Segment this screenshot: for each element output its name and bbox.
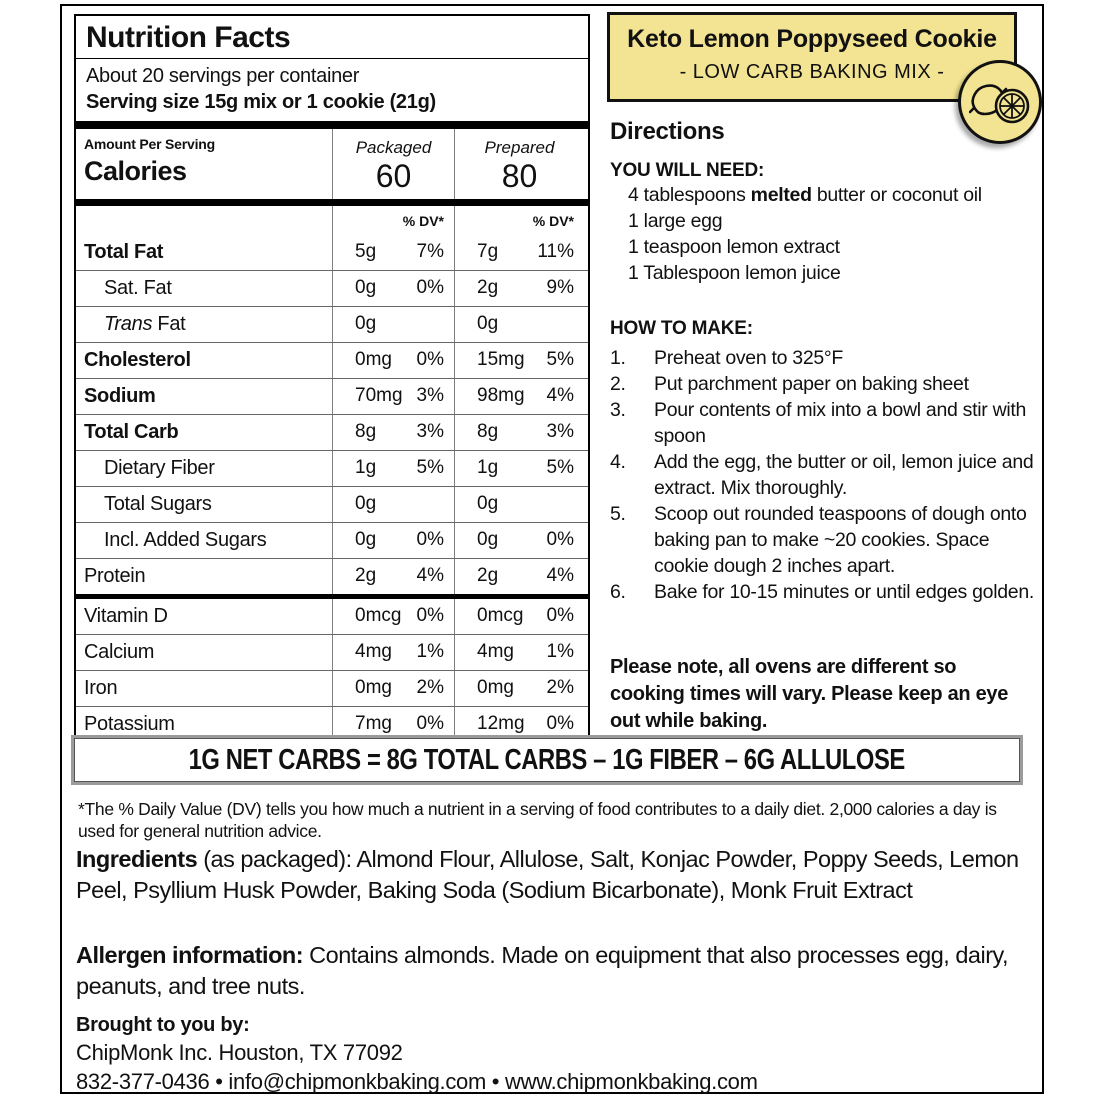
amount-per-serving-label: Amount Per Serving: [84, 136, 215, 152]
nutrition-row: [76, 558, 588, 599]
step-text: Preheat oven to 325°F: [654, 347, 844, 369]
dv-packaged: 2%: [416, 677, 444, 699]
you-will-need-item: 4 tablespoons melted butter or coconut oil: [628, 184, 982, 206]
nutrient-label: Total Sugars: [104, 493, 212, 516]
dv-prepared: 0%: [546, 713, 574, 735]
amount-packaged: 5g: [355, 241, 377, 263]
amount-packaged: 70mg: [355, 385, 403, 407]
dv-prepared: 2%: [546, 677, 574, 699]
calories-value-prepared: 80: [501, 158, 538, 194]
nutrition-row: [76, 634, 588, 670]
nutrition-row: [76, 235, 588, 270]
allergen-label: Allergen information:: [76, 942, 304, 968]
amount-prepared: 98mg: [477, 385, 525, 407]
allergen-text: Allergen information: Contains almonds. Made on equipment that also processes egg, dairy, peanuts, and tree nuts.: [76, 942, 1009, 999]
dv-packaged: 3%: [416, 421, 444, 443]
dv-packaged: 0%: [416, 605, 444, 627]
calories-value-packaged: 60: [375, 158, 412, 194]
nutrient-label: Dietary Fiber: [104, 457, 215, 480]
nutrient-label: Cholesterol: [84, 349, 191, 372]
amount-packaged: 0mcg: [355, 605, 402, 627]
dv-packaged: 7%: [416, 241, 444, 263]
amount-prepared: 0g: [477, 529, 499, 551]
nutrient-label: Iron: [84, 677, 118, 700]
amount-prepared: 2g: [477, 277, 499, 299]
nutrient-label: Protein: [84, 565, 146, 588]
nutrient-label: Total Carb: [84, 421, 179, 444]
dv-packaged: 0%: [416, 713, 444, 735]
nutrient-label: Vitamin D: [84, 605, 168, 628]
step-number: 5.: [610, 503, 626, 525]
how-to-make-section: [610, 318, 1042, 605]
ingredients-text: Ingredients (as packaged): Almond Flour, Allulose, Salt, Konjac Powder, Poppy Seeds, Lemon Peel, Psyllium Husk Powder, Baking Soda (Sodium Bicarbonate), Monk Fruit Extract: [76, 846, 1019, 903]
recipe-step: [610, 449, 1042, 501]
nutrition-panel: [74, 14, 590, 746]
nutrition-title: Nutrition Facts: [76, 16, 588, 59]
dv-packaged: 0%: [416, 277, 444, 299]
amount-packaged: 1g: [355, 457, 377, 479]
amount-prepared: 4mg: [477, 641, 514, 663]
dv-prepared: 9%: [546, 277, 574, 299]
amount-prepared: 1g: [477, 457, 499, 479]
dv-packaged: 0%: [416, 349, 444, 371]
nutrition-row: [76, 486, 588, 522]
dv-prepared: 4%: [546, 385, 574, 407]
nutrient-label: Calcium: [84, 641, 155, 664]
nutrition-row: [76, 450, 588, 486]
amount-prepared: 7g: [477, 241, 499, 263]
step-text: Put parchment paper on baking sheet: [654, 373, 969, 395]
how-to-make-heading: HOW TO MAKE:: [610, 318, 753, 339]
label-frame: [60, 4, 1044, 1094]
dv-prepared: 0%: [546, 529, 574, 551]
dv-packaged: 1%: [416, 641, 444, 663]
nutrition-row: [76, 270, 588, 306]
ingredients-label: Ingredients: [76, 846, 198, 872]
footer: [76, 1012, 1028, 1096]
you-will-need-heading: YOU WILL NEED:: [610, 160, 765, 181]
dv-packaged: 4%: [416, 565, 444, 587]
amount-packaged: 2g: [355, 565, 377, 587]
you-will-need-item: 1 Tablespoon lemon juice: [628, 262, 841, 284]
amount-packaged: 4mg: [355, 641, 392, 663]
amount-packaged: 7mg: [355, 713, 392, 735]
nutrient-label: Potassium: [84, 713, 175, 736]
amount-packaged: 0mg: [355, 677, 392, 699]
product-title: Keto Lemon Poppyseed Cookie: [627, 25, 997, 53]
you-will-need-section: [610, 160, 1040, 286]
nutrient-label: Sodium: [84, 385, 156, 408]
product-subtitle: - LOW CARB BAKING MIX -: [679, 61, 945, 83]
serving-size: Serving size 15g mix or 1 cookie (21g): [76, 88, 588, 129]
amount-prepared: 2g: [477, 565, 499, 587]
nutrient-label: Incl. Added Sugars: [104, 529, 267, 552]
dv-prepared: 4%: [546, 565, 574, 587]
nutrition-row: [76, 670, 588, 706]
amount-packaged: 0mg: [355, 349, 392, 371]
recipe-step: [610, 397, 1042, 449]
amount-prepared: 0g: [477, 313, 499, 335]
amount-prepared: 0mg: [477, 677, 514, 699]
product-title-box: [607, 12, 1017, 102]
you-will-need-item: 1 large egg: [628, 210, 723, 232]
amount-packaged: 0g: [355, 493, 377, 515]
nutrition-row: [76, 599, 588, 634]
step-number: 6.: [610, 581, 626, 603]
calories-label: Calories: [84, 156, 187, 186]
dv-packaged: 0%: [416, 529, 444, 551]
amount-prepared: 8g: [477, 421, 499, 443]
column-header-packaged: Packaged: [355, 138, 432, 157]
step-text: Bake for 10-15 minutes or until edges golden.: [654, 581, 1034, 603]
amount-prepared: 12mg: [477, 713, 525, 735]
recipe-step: [610, 371, 1042, 397]
dv-prepared: 5%: [546, 349, 574, 371]
amount-prepared: 0g: [477, 493, 499, 515]
amount-packaged: 0g: [355, 277, 377, 299]
nutrient-label: Sat. Fat: [104, 277, 172, 300]
servings-per-container: About 20 servings per container: [86, 65, 360, 87]
dv-prepared: 3%: [546, 421, 574, 443]
nutrition-row: [76, 706, 588, 742]
oven-note: Please note, all ovens are different so cooking times will vary. Please keep an eye out while baking.: [610, 656, 1009, 732]
footer-contact: 832-377-0436 • info@chipmonkbaking.com • www.chipmonkbaking.com: [76, 1069, 758, 1094]
recipe-step: [610, 345, 1042, 371]
recipe-step: [610, 501, 1042, 579]
nutrition-row: [76, 306, 588, 342]
dv-footnote: *The % Daily Value (DV) tells you how much a nutrient in a serving of food contributes to a daily diet. 2,000 calories a day is used for general nutrition advice.: [78, 799, 997, 841]
step-text: Scoop out rounded teaspoons of dough onto baking pan to make ~20 cookies. Space cookie dough 2 inches apart.: [654, 503, 1027, 577]
dv-prepared: 11%: [537, 241, 574, 263]
column-header-prepared: Prepared: [484, 138, 555, 157]
recipe-step: [610, 579, 1042, 605]
nutrition-row: [76, 378, 588, 414]
dv-header-row: [76, 206, 588, 235]
amount-packaged: 8g: [355, 421, 377, 443]
footer-brought-by: Brought to you by:: [76, 1014, 250, 1036]
amount-packaged: 0g: [355, 529, 377, 551]
nutrition-row: [76, 414, 588, 450]
amount-prepared: 15mg: [477, 349, 525, 371]
directions-heading: Directions: [610, 118, 725, 145]
step-text: Pour contents of mix into a bowl and stir with spoon: [654, 399, 1027, 447]
nutrition-row: [76, 342, 588, 378]
step-text: Add the egg, the butter or oil, lemon juice and extract. Mix thoroughly.: [654, 451, 1034, 499]
dv-packaged: 3%: [416, 385, 444, 407]
nutrition-row: [76, 522, 588, 558]
you-will-need-item: 1 teaspoon lemon extract: [628, 236, 840, 258]
dv-prepared: 0%: [546, 605, 574, 627]
dv-prepared: 1%: [546, 641, 574, 663]
step-number: 2.: [610, 373, 626, 395]
amount-packaged: 0g: [355, 313, 377, 335]
dv-header-packaged: % DV*: [332, 206, 454, 235]
dv-header-prepared: % DV*: [454, 206, 584, 235]
nutrient-label: Trans Fat: [104, 313, 186, 336]
dv-prepared: 5%: [546, 457, 574, 479]
lemon-icon: [958, 60, 1042, 144]
nutrient-label: Total Fat: [84, 241, 164, 264]
footer-address: ChipMonk Inc. Houston, TX 77092: [76, 1040, 403, 1065]
step-number: 3.: [610, 399, 626, 421]
net-carbs-banner: [74, 738, 1020, 782]
net-carbs-text: 1G NET CARBS = 8G TOTAL CARBS – 1G FIBER – 6G ALLULOSE: [188, 743, 906, 776]
step-number: 4.: [610, 451, 626, 473]
amount-prepared: 0mcg: [477, 605, 524, 627]
calories-row: [76, 129, 588, 206]
step-number: 1.: [610, 347, 626, 369]
dv-packaged: 5%: [416, 457, 444, 479]
